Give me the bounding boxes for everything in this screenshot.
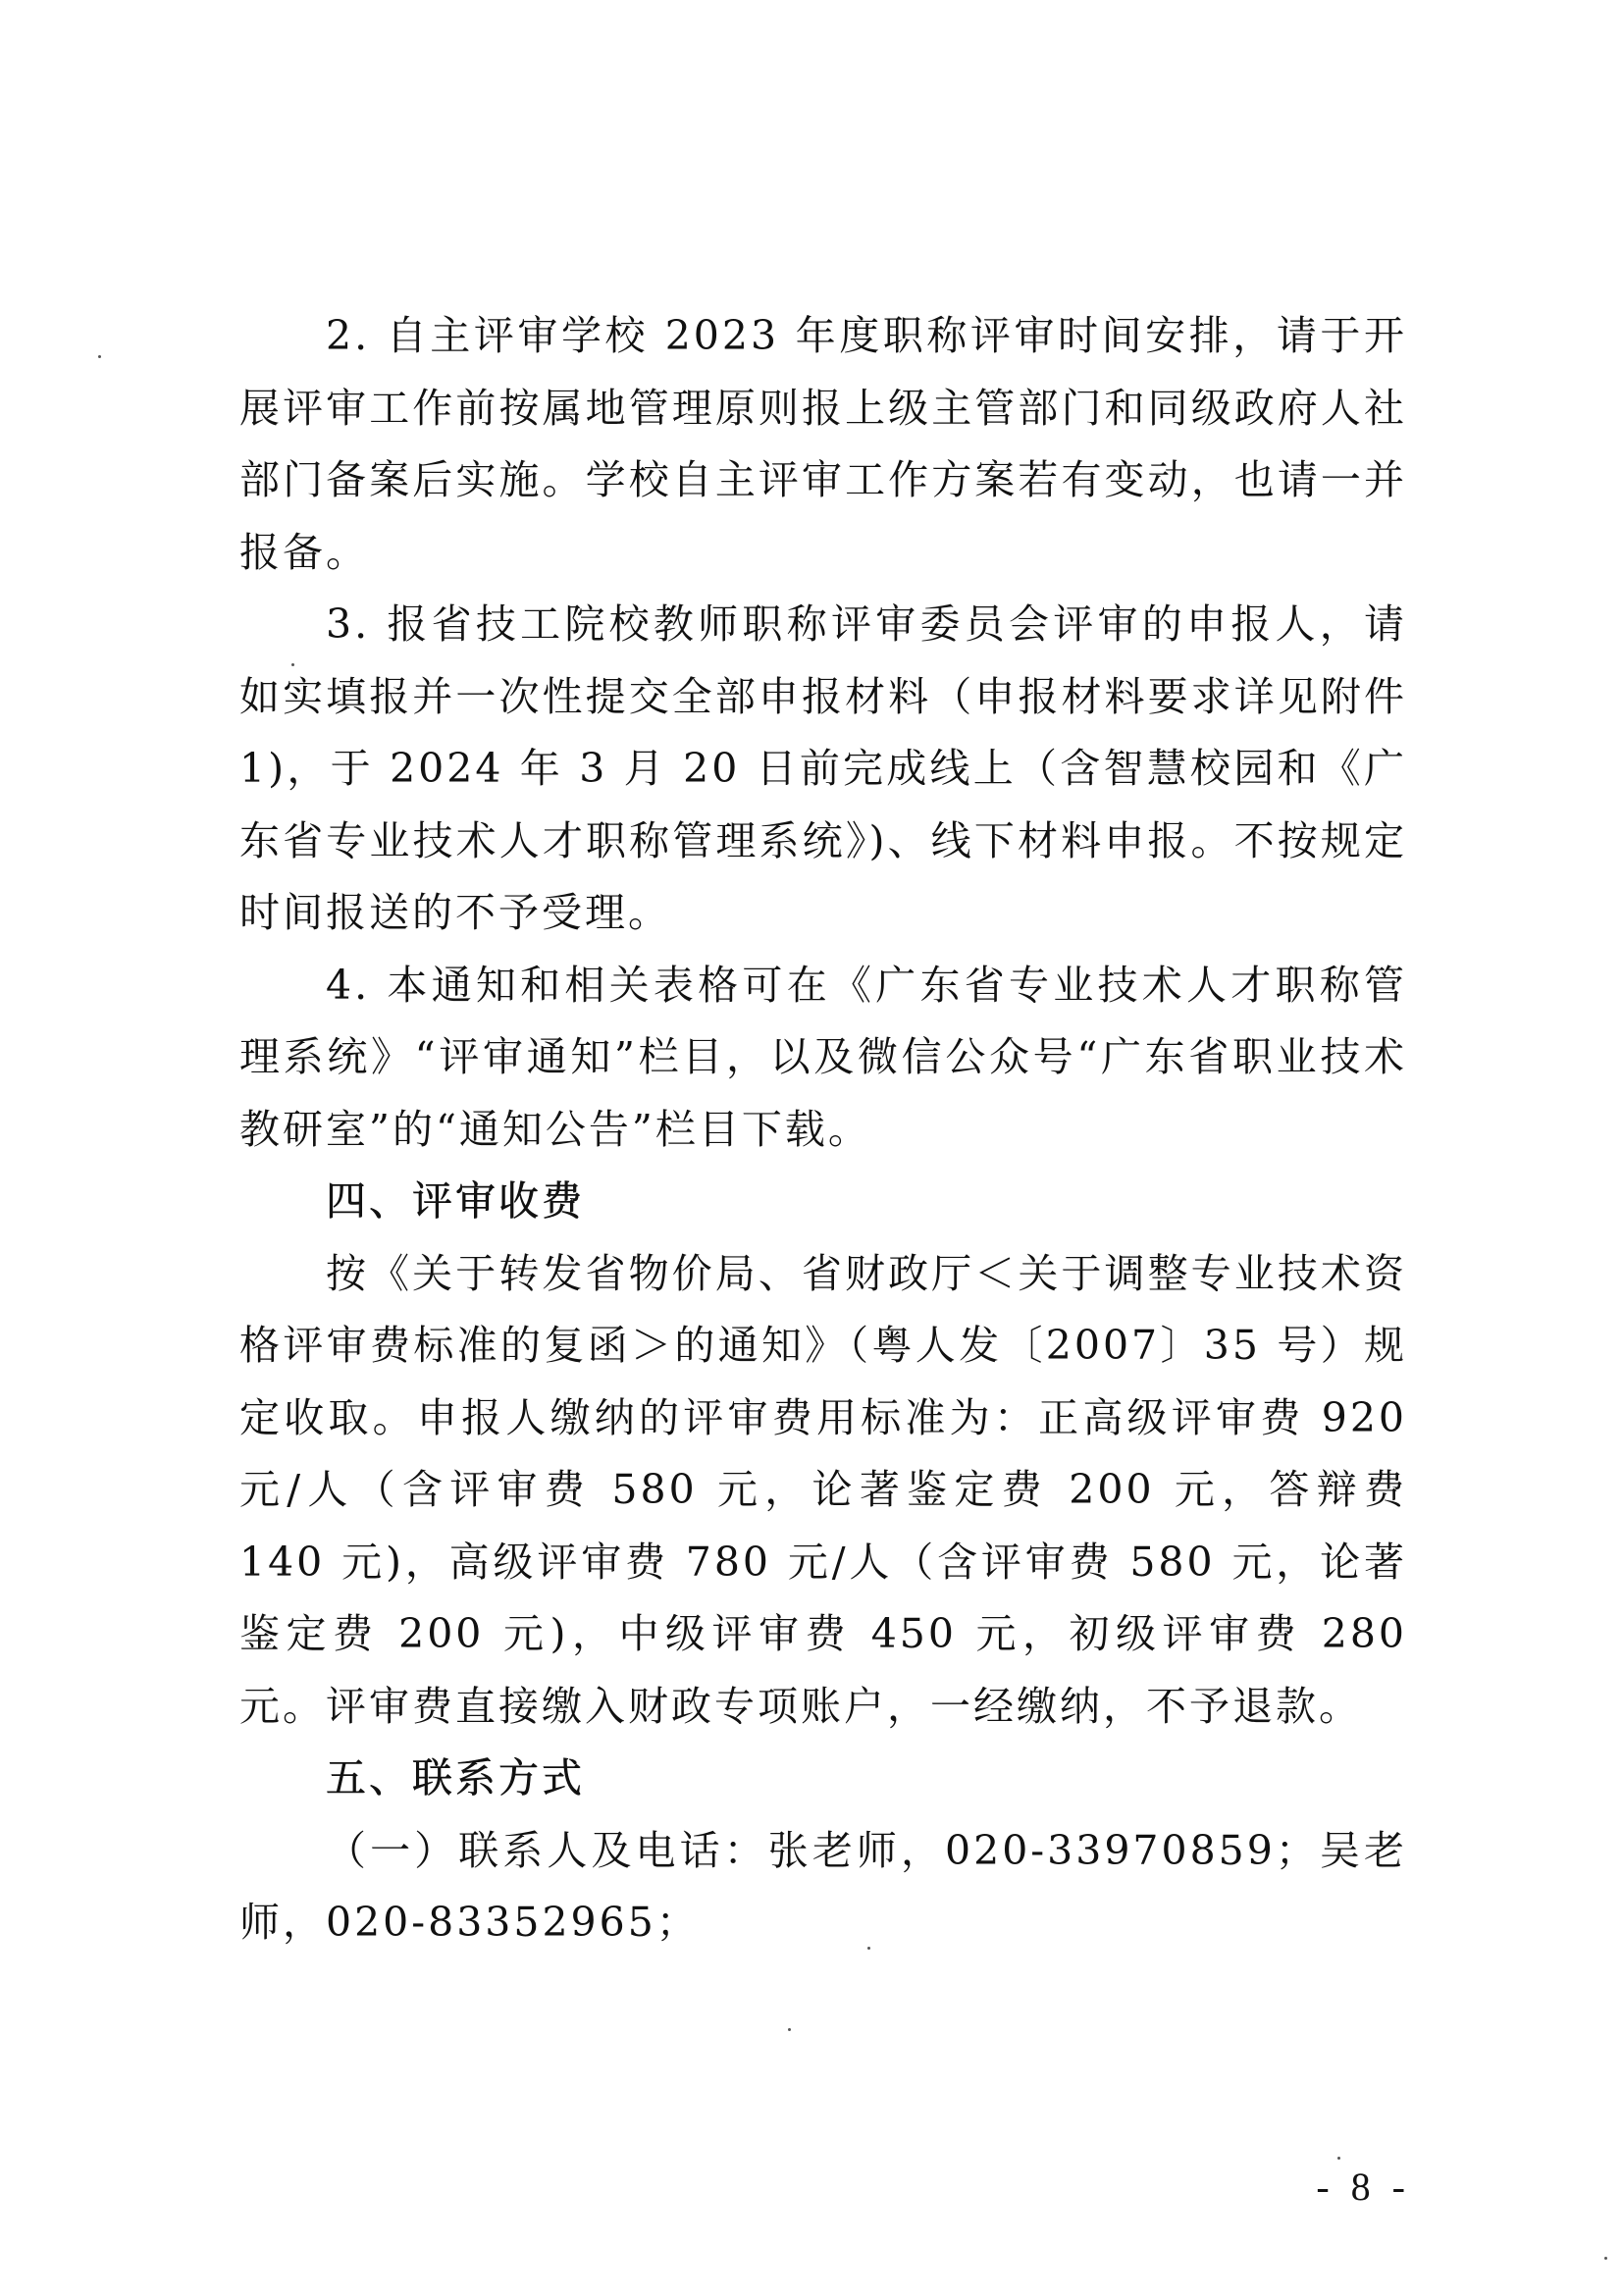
section-heading-contact: 五、联系方式: [326, 1754, 585, 1801]
scan-speck: [1604, 2257, 1607, 2260]
scan-speck: [291, 663, 294, 666]
paragraph-item-4-download: 4. 本通知和相关表格可在《广东省专业技术人才职称管理系统》“评审通知”栏目，以及微信公众号“广东省职业技术教研室”的“通知公告”栏目下载。: [239, 961, 1407, 1153]
scan-speck: [867, 1947, 870, 1950]
paragraph-item-3-application: 3. 报省技工院校教师职称评审委员会评审的申报人，请如实填报并一次性提交全部申报材料（申报材料要求详见附件 1)，于 2024 年 3 月 20 日前完成线上（含智慧校园和《广东省专业技术人才职称管理系统》)、线下材料申报。不按规定时间报送的不予受理。: [239, 600, 1407, 936]
paragraph-item-2-schedule: 2. 自主评审学校 2023 年度职称评审时间安排，请于开展评审工作前按属地管理原则报上级主管部门和同级政府人社部门备案后实施。学校自主评审工作方案若有变动，也请一并报备。: [239, 312, 1407, 576]
paragraph-review-fees: 按《关于转发省物价局、省财政厅＜关于调整专业技术资格评审费标准的复函＞的通知》（粤人发〔2007〕35 号）规定收取。申报人缴纳的评审费用标准为：正高级评审费 920 元/人（含评审费 580 元，论著鉴定费 200 元，答辩费 140 元)，高级评审费 780 元/人（含评审费 580 元，论著鉴定费 200 元)，中级评审费 450 元，初级评审费 280 元。评审费直接缴入财政专项账户，一经缴纳，不予退款。: [239, 1249, 1407, 1730]
page-number: - 8 -: [1316, 2165, 1411, 2209]
document-body: [239, 300, 1407, 1959]
section-heading-review-fees: 四、评审收费: [326, 1177, 585, 1225]
scan-speck: [788, 2028, 791, 2031]
scan-speck: [1337, 2157, 1340, 2160]
paragraph-contact-persons: （一）联系人及电话：张老师，020-33970859；吴老师，020-83352965；: [239, 1826, 1407, 1946]
scan-speck: [98, 355, 101, 358]
